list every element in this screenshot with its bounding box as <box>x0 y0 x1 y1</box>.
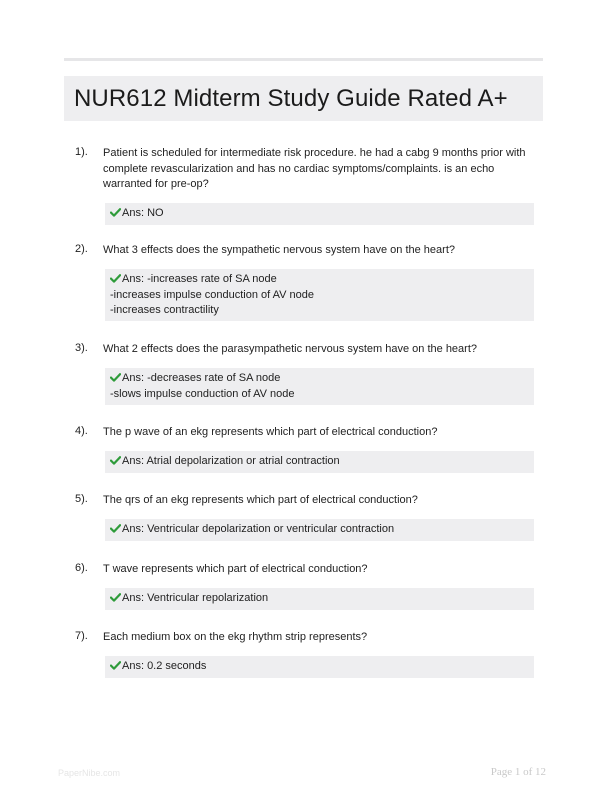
answer-box <box>105 588 534 610</box>
question-text: Each medium box on the ekg rhythm strip represents? <box>103 631 368 643</box>
answer-line: -increases contractility <box>110 303 219 316</box>
question-block <box>75 493 535 541</box>
answer-text: Ans: Ventricular repolarization <box>122 591 269 604</box>
page-number: Page 1 of 12 <box>490 766 546 778</box>
question-number: 7). <box>75 630 88 642</box>
question-text: What 2 effects does the parasympathetic nervous system have on the heart? <box>103 343 478 355</box>
question-text: Patient is scheduled for intermediate risk procedure. he had a cabg 9 months prior with complete revascularization and has no cardiac symptoms/complaints. is an echo warranted for pre-op? <box>103 147 526 190</box>
question-number: 1). <box>75 146 88 158</box>
question-number: 6). <box>75 562 88 574</box>
question-block <box>75 630 535 678</box>
answer-line <box>110 272 528 288</box>
checkmark-icon <box>110 455 122 470</box>
question-block <box>75 425 535 473</box>
question-text: The qrs of an ekg represents which part of electrical conduction? <box>103 494 418 506</box>
question-text: What 3 effects does the sympathetic nervous system have on the heart? <box>103 244 455 256</box>
answer-text: Ans: -decreases rate of SA node <box>122 371 281 384</box>
answer-line <box>110 659 528 675</box>
page-title: NUR612 Midterm Study Guide Rated A+ <box>74 84 508 112</box>
question-number: 2). <box>75 243 88 255</box>
top-divider <box>64 58 543 61</box>
question-block <box>75 342 535 405</box>
checkmark-icon <box>110 207 122 222</box>
answer-text: Ans: Atrial depolarization or atrial contraction <box>122 454 340 467</box>
answer-line <box>110 591 528 607</box>
answer-box <box>105 269 534 321</box>
watermark-text: PaperNibe.com <box>58 768 121 778</box>
answer-text: Ans: Ventricular depolarization or ventricular contraction <box>122 522 395 535</box>
answer-box <box>105 203 534 225</box>
question-number: 5). <box>75 493 88 505</box>
title-band <box>64 76 543 121</box>
question-block <box>75 146 535 225</box>
answer-text: Ans: -increases rate of SA node <box>122 272 277 285</box>
checkmark-icon <box>110 523 122 538</box>
answer-line <box>110 206 528 222</box>
answer-line <box>110 522 528 538</box>
question-text: The p wave of an ekg represents which part of electrical conduction? <box>103 426 438 438</box>
answer-box <box>105 451 534 473</box>
question-number: 4). <box>75 425 88 437</box>
checkmark-icon <box>110 273 122 288</box>
answer-line <box>110 371 528 387</box>
question-block <box>75 562 535 610</box>
answer-text: Ans: 0.2 seconds <box>122 659 207 672</box>
question-number: 3). <box>75 342 88 354</box>
question-block <box>75 243 535 321</box>
answer-box <box>105 368 534 405</box>
answer-box <box>105 656 534 678</box>
answer-line: -increases impulse conduction of AV node <box>110 288 315 301</box>
checkmark-icon <box>110 660 122 675</box>
answer-text: Ans: NO <box>122 206 164 219</box>
answer-box <box>105 519 534 541</box>
checkmark-icon <box>110 592 122 607</box>
answer-line: -slows impulse conduction of AV node <box>110 387 295 400</box>
answer-line <box>110 454 528 470</box>
question-text: T wave represents which part of electrical conduction? <box>103 563 368 575</box>
checkmark-icon <box>110 372 122 387</box>
